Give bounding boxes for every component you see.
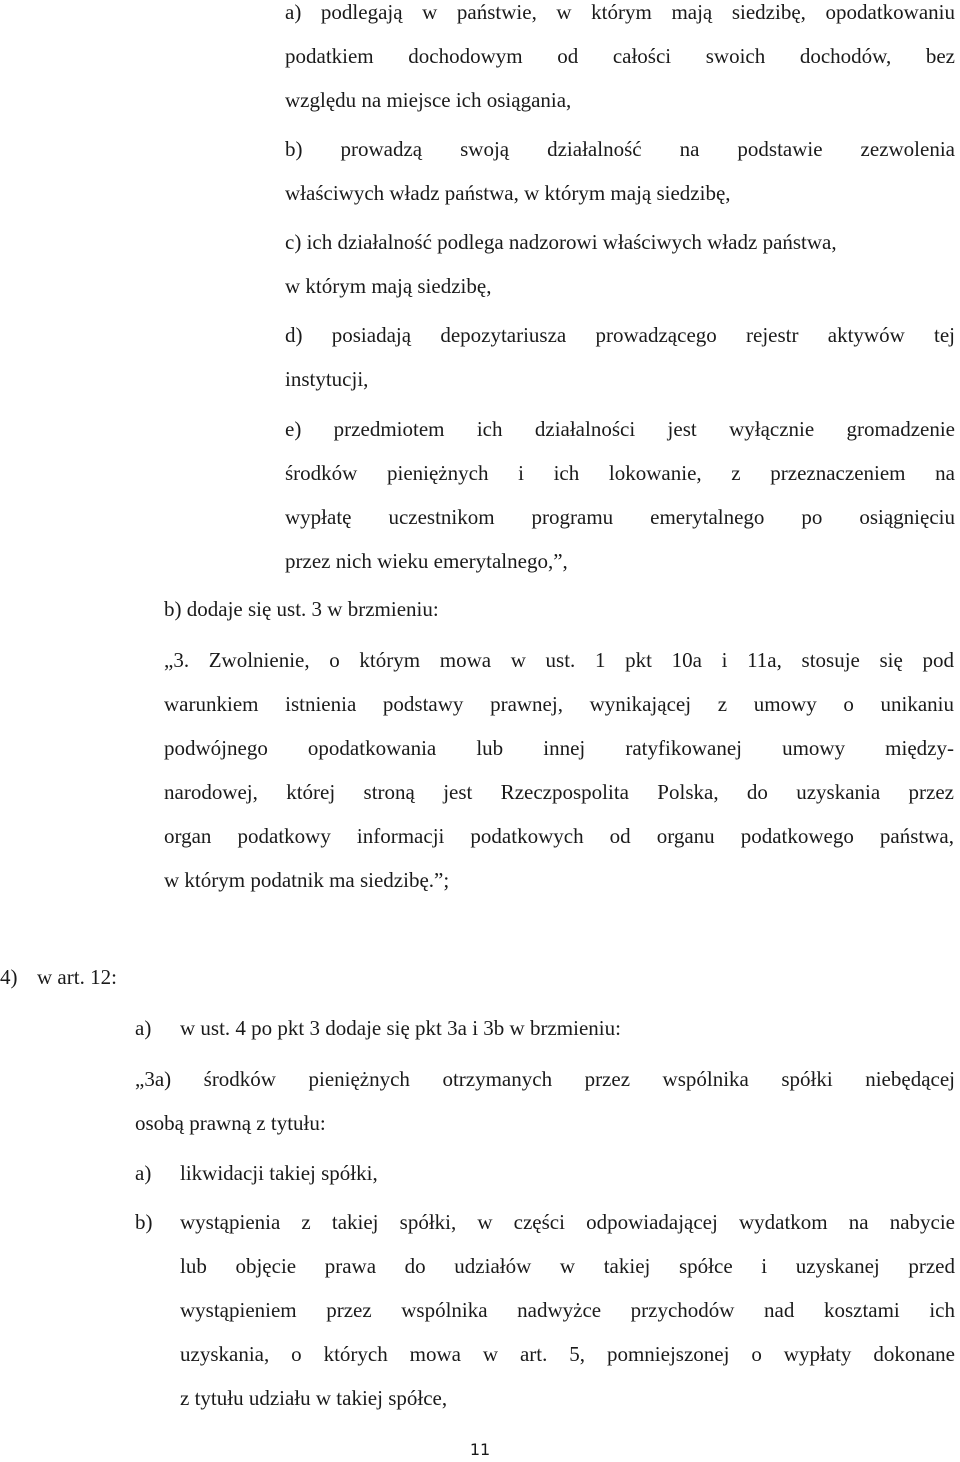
item-a-line: a) podlegają w państwie, w którym mają siedzibę, opodatkowaniu xyxy=(285,0,955,24)
item-a-line: podatkiem dochodowym od całości swoich dochodów, bez xyxy=(285,44,955,68)
pkt-3a-item-b-line: wystąpieniem przez wspólnika nadwyżce przychodów nad kosztami ich xyxy=(180,1298,955,1322)
point-4-text: w art. 12: xyxy=(37,965,117,989)
pkt-3a-item-a-text: likwidacji takiej spółki, xyxy=(180,1161,378,1185)
paragraph-3-line: narodowej, której stroną jest Rzeczpospolita Polska, do uzyskania przez xyxy=(164,780,954,804)
paragraph-3-line: w którym podatnik ma siedzibę.”; xyxy=(164,868,450,892)
item-b-line: b) prowadzą swoją działalność na podstawie zezwolenia xyxy=(285,137,955,161)
pkt-3a-item-a-number: a) xyxy=(135,1161,152,1185)
amendment-b xyxy=(164,587,954,631)
pkt-3a-item-b-line: lub objęcie prawa do udziałów w takiej spółce i uzyskanej przed xyxy=(180,1254,955,1278)
amendment-b-line: b) dodaje się ust. 3 w brzmieniu: xyxy=(164,597,439,621)
item-c xyxy=(285,220,955,308)
paragraph-3-line: „3. Zwolnienie, o którym mowa w ust. 1 pkt 10a i 11a, stosuje się pod xyxy=(164,648,954,672)
item-d-line: d) posiadają depozytariusza prowadzącego rejestr aktywów tej xyxy=(285,323,955,347)
pkt-3a xyxy=(135,1057,955,1145)
pkt-3a-line: „3a) środków pieniężnych otrzymanych przez wspólnika spółki niebędącej xyxy=(135,1067,955,1091)
pkt-3a-item-b-line: wystąpienia z takiej spółki, w części odpowiadającej wydatkom na nabycie xyxy=(180,1210,955,1234)
item-a xyxy=(285,0,955,122)
item-e-line: e) przedmiotem ich działalności jest wyłącznie gromadzenie xyxy=(285,417,955,441)
pkt-3a-line: osobą prawną z tytułu: xyxy=(135,1111,326,1135)
pkt-3a-item-b-line: z tytułu udziału w takiej spółce, xyxy=(180,1386,448,1410)
pkt-3a-item-b xyxy=(0,1200,960,1430)
item-c-line: c) ich działalność podlega nadzorowi właściwych władz państwa, xyxy=(285,230,837,254)
point-4-a-number: a) xyxy=(135,1016,152,1040)
item-e-line: środków pieniężnych i ich lokowanie, z przeznaczeniem na xyxy=(285,461,955,485)
item-d-line: instytucji, xyxy=(285,367,369,391)
item-e xyxy=(285,407,955,583)
item-c-line: w którym mają siedzibę, xyxy=(285,274,492,298)
page-number: 11 xyxy=(469,1440,491,1459)
point-4-number: 4) xyxy=(0,965,18,989)
pkt-3a-item-b-line: uzyskania, o których mowa w art. 5, pomniejszonej o wypłaty dokonane xyxy=(180,1342,955,1366)
point-4-a-text: w ust. 4 po pkt 3 dodaje się pkt 3a i 3b w brzmieniu: xyxy=(180,1016,621,1040)
pkt-3a-item-b-number: b) xyxy=(135,1210,153,1234)
paragraph-3-line: warunkiem istnienia podstawy prawnej, wynikającej z umowy o unikaniu xyxy=(164,692,954,716)
item-e-line: wypłatę uczestnikom programu emerytalnego po osiągnięciu xyxy=(285,505,955,529)
item-b xyxy=(285,127,955,215)
item-d xyxy=(285,313,955,401)
item-b-line: właściwych władz państwa, w którym mają siedzibę, xyxy=(285,181,731,205)
item-a-line: względu na miejsce ich osiągania, xyxy=(285,88,572,112)
paragraph-3-line: organ podatkowy informacji podatkowych od organu podatkowego państwa, xyxy=(164,824,954,848)
paragraph-3-line: podwójnego opodatkowania lub innej ratyfikowanej umowy między- xyxy=(164,736,954,760)
paragraph-3 xyxy=(164,638,954,902)
item-e-line: przez nich wieku emerytalnego,”, xyxy=(285,549,568,573)
pkt-3a-item-b-body xyxy=(180,1200,955,1420)
